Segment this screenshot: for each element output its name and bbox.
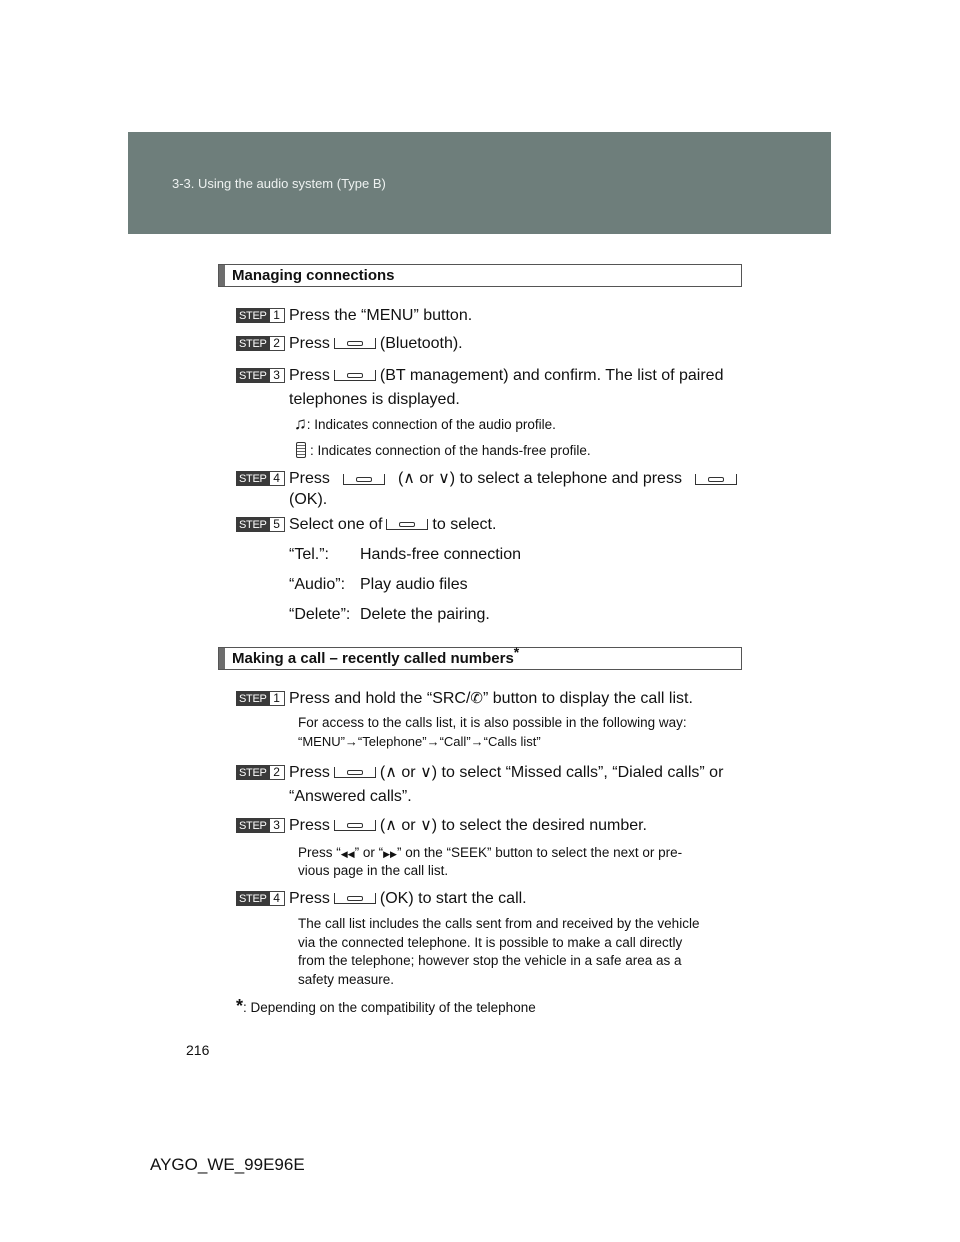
section-heading-managing: Managing connections (218, 264, 742, 287)
footnote: *: Depending on the compatibility of the telephone (236, 996, 536, 1016)
option-value: Hands-free connection (360, 546, 521, 563)
button-icon (334, 820, 376, 831)
step-badge: STEP 2 (236, 765, 285, 780)
button-icon (334, 338, 376, 349)
step-text-cont: (OK). (289, 491, 328, 508)
option-key: “Delete”: (289, 606, 351, 623)
step-text-cont: “Answered calls”. (289, 788, 412, 805)
step-text: Press and hold the “SRC/✆” button to display the call list. (289, 690, 693, 707)
note-text: “MENU”→“Telephone”→“Call”→“Calls list” (298, 734, 541, 749)
step-badge: STEP 3 (236, 368, 285, 383)
icon-note: ♫: Indicates connection of the audio profile. (294, 414, 556, 433)
step-badge: STEP 4 (236, 891, 285, 906)
option-key: “Audio”: (289, 576, 346, 593)
step-text: Press (∧ or ∨) to select the desired number. (289, 817, 647, 834)
document-code: AYGO_WE_99E96E (150, 1155, 305, 1174)
button-icon (343, 474, 385, 485)
fast-forward-icon: ▶▶ (383, 849, 397, 859)
step-text: Press (OK) to start the call. (289, 890, 527, 907)
option-value: Delete the pairing. (360, 606, 490, 623)
option-value: Play audio files (360, 576, 468, 593)
section-heading-making-call: Making a call – recently called numbers* (218, 647, 742, 670)
step-text: Press (∧ or ∨) to select a telephone and press (289, 469, 741, 489)
step-badge: STEP 2 (236, 336, 285, 351)
step-text: Press (∧ or ∨) to select “Missed calls”, “Dialed calls” or (289, 764, 724, 781)
option-key: “Tel.”: (289, 546, 329, 563)
button-icon (334, 893, 376, 904)
step-badge: STEP 5 (236, 517, 285, 532)
step-badge: STEP 1 (236, 308, 285, 323)
step-badge: STEP 4 (236, 471, 285, 486)
rewind-icon: ◀◀ (340, 849, 355, 859)
step-text: Select one of to select. (289, 516, 497, 533)
note-text: from the telephone; however stop the vehicle in a safe area as a (298, 953, 682, 968)
note-text: Press “◀◀” or “▶▶” on the “SEEK” button to select the next or pre- (298, 845, 683, 860)
note-text: vious page in the call list. (298, 863, 449, 878)
step-text: Press (Bluetooth). (289, 335, 463, 352)
page-number: 216 (186, 1042, 210, 1058)
note-text: The call list includes the calls sent from and received by the vehicle (298, 916, 700, 931)
note-text: via the connected telephone. It is possible to make a call directly (298, 935, 683, 950)
icon-note: : Indicates connection of the hands-free profile. (296, 442, 591, 460)
chapter-header (128, 132, 831, 234)
phone-handset-icon (296, 442, 306, 458)
step-text: Press the “MENU” button. (289, 307, 473, 324)
step-badge: STEP 1 (236, 691, 285, 706)
breadcrumb: 3-3. Using the audio system (Type B) (172, 176, 386, 191)
button-icon (334, 370, 376, 381)
step-text: Press (BT management) and confirm. The list of paired (289, 367, 724, 384)
note-text: For access to the calls list, it is also possible in the following way: (298, 715, 687, 730)
note-text: safety measure. (298, 972, 395, 987)
phone-icon: ✆ (470, 690, 483, 707)
step-text-cont: telephones is displayed. (289, 391, 460, 408)
step-badge: STEP 3 (236, 818, 285, 833)
button-icon (334, 767, 376, 778)
music-note-icon: ♫ (294, 414, 307, 433)
button-icon (695, 474, 737, 485)
button-icon (386, 519, 428, 530)
